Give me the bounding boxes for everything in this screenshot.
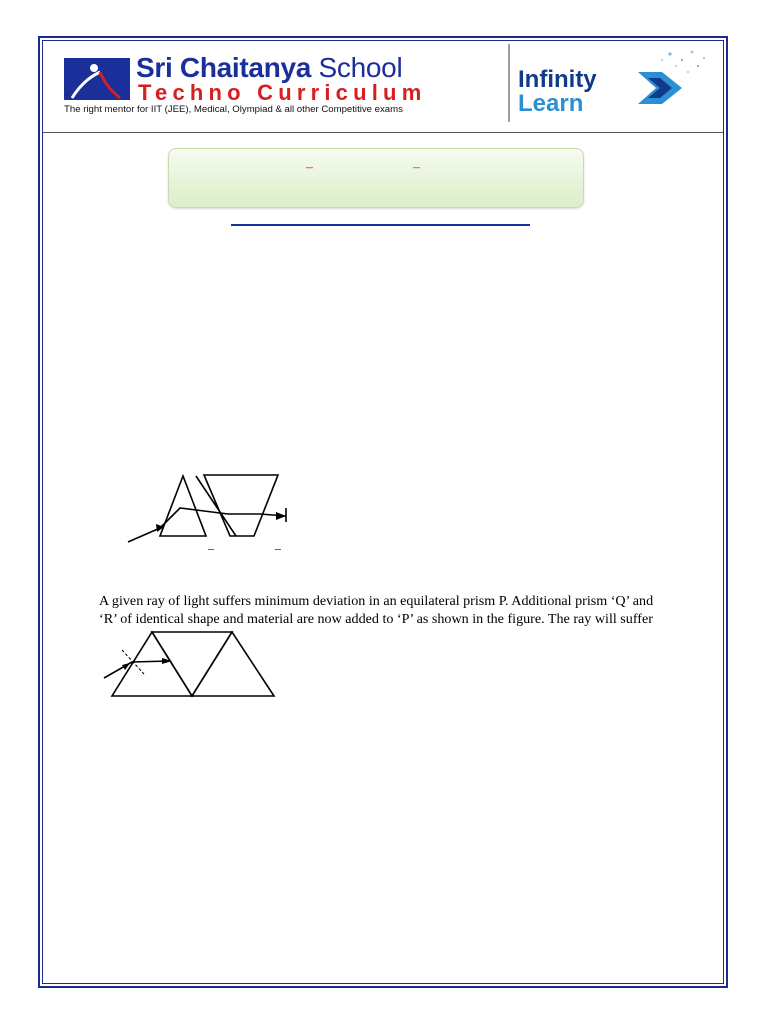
- prism-r: [192, 632, 274, 696]
- school-logo-icon: [64, 58, 130, 100]
- brand-name: Sri Chaitanya: [136, 52, 312, 83]
- logo-divider: [508, 44, 510, 122]
- prism-q: [152, 632, 232, 696]
- brand-school: School: [318, 52, 403, 83]
- question-line-2: ‘R’ of identical shape and material are now added to ‘P’ as shown in the figure. The ray will suffer: [99, 611, 653, 627]
- emergent-arrowhead: [276, 512, 286, 520]
- figure-1-marker-1: –: [208, 541, 214, 555]
- figure-1-marker-2: –: [275, 541, 281, 555]
- question-line-1: A given ray of light suffers minimum deviation in an equilateral prism P. Additional prism ‘Q’ and: [99, 593, 654, 609]
- partner-logo-line-2: Learn: [518, 90, 584, 117]
- question-text: [99, 592, 717, 628]
- title-underline: [231, 224, 530, 226]
- title-marker-1: –: [306, 160, 313, 175]
- brand-subtitle: Techno Curriculum: [138, 80, 427, 105]
- title-marker-2: –: [413, 160, 420, 175]
- partner-arrow-icon: [600, 44, 710, 114]
- partner-logo-line-1: Infinity: [518, 66, 597, 93]
- chapter-title-box: [168, 148, 584, 208]
- header-divider: [43, 132, 723, 133]
- prism-figure-2: [96, 628, 280, 704]
- prism-figure-1: [120, 468, 300, 560]
- prism-p: [112, 632, 192, 696]
- prism-triangle-left: [160, 476, 206, 536]
- brand-tagline: The right mentor for IIT (JEE), Medical, Olympiad & all other Competitive exams: [64, 104, 403, 115]
